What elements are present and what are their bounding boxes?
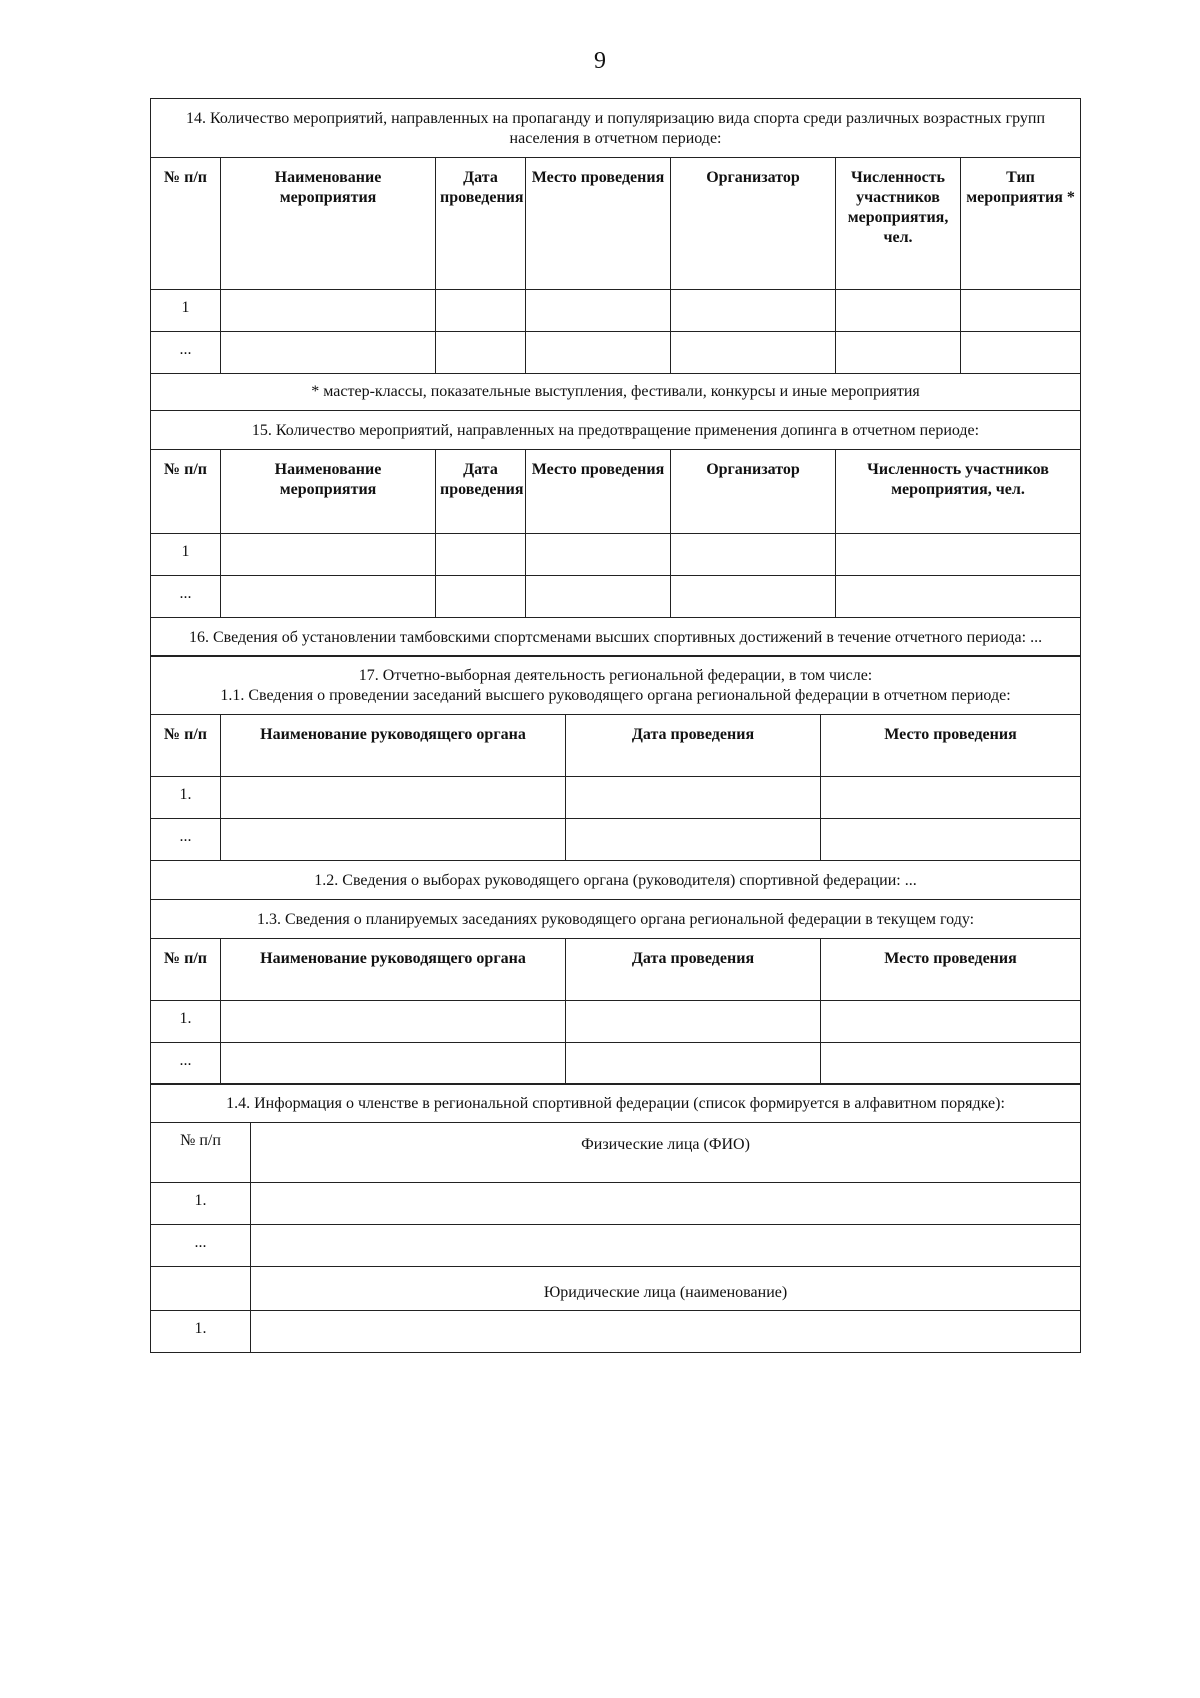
column-header: Наименование руководящего органа	[221, 715, 566, 777]
table-row	[151, 575, 1081, 617]
table-cell[interactable]	[221, 819, 566, 861]
table-cell[interactable]	[836, 533, 1081, 575]
table-cell[interactable]	[436, 332, 526, 374]
column-header: Наименование мероприятия	[221, 158, 436, 290]
table-cell[interactable]	[251, 1225, 1081, 1267]
row-number: 1.	[151, 1311, 251, 1353]
table-cell[interactable]	[526, 533, 671, 575]
table-cell[interactable]	[566, 1000, 821, 1042]
table-cell[interactable]	[566, 819, 821, 861]
page-number: 9	[594, 48, 606, 74]
table-cell[interactable]	[251, 1183, 1081, 1225]
row-number: ...	[151, 575, 221, 617]
table-cell[interactable]	[526, 290, 671, 332]
table-row	[151, 332, 1081, 374]
section-14-footnote: * мастер-классы, показательные выступления, фестивали, конкурсы и иные мероприятия	[151, 374, 1081, 411]
column-header: Численность участников мероприятия, чел.	[836, 158, 961, 290]
row-number: ...	[151, 819, 221, 861]
table-cell[interactable]	[436, 290, 526, 332]
row-number: 1.	[151, 1183, 251, 1225]
column-header: Место проведения	[821, 938, 1081, 1000]
column-header: № п/п	[151, 449, 221, 533]
table-cell[interactable]	[566, 1042, 821, 1084]
table-row	[151, 1000, 1081, 1042]
column-header: Место проведения	[526, 449, 671, 533]
column-header: № п/п	[151, 158, 221, 290]
column-header: Место проведения	[821, 715, 1081, 777]
table-row	[151, 1311, 1081, 1353]
column-header: Дата проведения	[436, 158, 526, 290]
row-number: ...	[151, 332, 221, 374]
row-number: 1	[151, 290, 221, 332]
column-header: № п/п	[151, 938, 221, 1000]
table-cell[interactable]	[436, 575, 526, 617]
table-cell[interactable]	[251, 1311, 1081, 1353]
table-row	[151, 819, 1081, 861]
table-section-17-1-4	[150, 1083, 1081, 1353]
subsection-1-4-caption: 1.4. Информация о членстве в региональной спортивной федерации (список формируется в алфавитном порядке):	[151, 1084, 1081, 1123]
table-cell[interactable]	[821, 1000, 1081, 1042]
section-16-text: 16. Сведения об установлении тамбовскими спортсменами высших спортивных достижений в течение отчетного периода: ...	[151, 617, 1081, 656]
table-row	[151, 533, 1081, 575]
row-number: ...	[151, 1042, 221, 1084]
table-section-17-1-3	[150, 899, 1081, 1085]
section-14-caption: 14. Количество мероприятий, направленных на пропаганду и популяризацию вида спорта среди различных возрастных групп населения в отчетном периоде:	[151, 99, 1081, 158]
table-cell[interactable]	[961, 332, 1081, 374]
form-sheet	[150, 98, 1080, 1353]
table-row	[151, 1042, 1081, 1084]
section-15-caption: 15. Количество мероприятий, направленных на предотвращение применения допинга в отчетном периоде:	[151, 410, 1081, 449]
table-cell[interactable]	[526, 575, 671, 617]
column-header: Наименование руководящего органа	[221, 938, 566, 1000]
row-number: 1.	[151, 1000, 221, 1042]
subsection-1-1-caption: 1.1. Сведения о проведении заседаний высшего руководящего органа региональной федерации в отчетном периоде:	[220, 687, 1011, 704]
table-cell[interactable]	[836, 290, 961, 332]
table-row	[151, 1183, 1081, 1225]
column-header: Тип мероприятия *	[961, 158, 1081, 290]
table-cell[interactable]	[221, 332, 436, 374]
column-header: Дата проведения	[436, 449, 526, 533]
column-header: № п/п	[151, 715, 221, 777]
table-cell[interactable]	[221, 777, 566, 819]
column-header: Организатор	[671, 158, 836, 290]
row-number: ...	[151, 1225, 251, 1267]
column-header: Организатор	[671, 449, 836, 533]
table-cell[interactable]	[821, 1042, 1081, 1084]
table-cell[interactable]	[961, 290, 1081, 332]
subsection-1-2-text: 1.2. Сведения о выборах руководящего органа (руководителя) спортивной федерации: ...	[151, 861, 1081, 900]
table-cell[interactable]	[436, 533, 526, 575]
table-cell[interactable]	[836, 332, 961, 374]
table-cell[interactable]	[671, 332, 836, 374]
table-cell[interactable]	[821, 777, 1081, 819]
legal-entities-header: Юридические лица (наименование)	[251, 1267, 1081, 1311]
table-row	[151, 290, 1081, 332]
table-cell[interactable]	[221, 533, 436, 575]
column-header: Дата проведения	[566, 715, 821, 777]
table-cell[interactable]	[671, 533, 836, 575]
table-cell	[151, 1267, 251, 1311]
column-header: Численность участников мероприятия, чел.	[836, 449, 1081, 533]
table-cell[interactable]	[221, 1042, 566, 1084]
section-17-title: 17. Отчетно-выборная деятельность региональной федерации, в том числе:	[358, 667, 873, 684]
table-cell[interactable]	[671, 575, 836, 617]
table-row	[151, 1225, 1081, 1267]
table-cell[interactable]	[221, 290, 436, 332]
column-header: Дата проведения	[566, 938, 821, 1000]
row-number: 1	[151, 533, 221, 575]
subsection-1-3-caption: 1.3. Сведения о планируемых заседаниях руководящего органа региональной федерации в текущем году:	[151, 899, 1081, 938]
table-cell[interactable]	[221, 575, 436, 617]
table-section-14	[150, 98, 1081, 411]
table-cell[interactable]	[566, 777, 821, 819]
table-section-17-1-1	[150, 655, 1081, 900]
table-cell[interactable]	[836, 575, 1081, 617]
table-cell[interactable]	[671, 290, 836, 332]
table-row	[151, 777, 1081, 819]
table-section-15	[150, 410, 1081, 657]
table-cell[interactable]	[221, 1000, 566, 1042]
table-cell[interactable]	[821, 819, 1081, 861]
table-cell[interactable]	[526, 332, 671, 374]
row-number: 1.	[151, 777, 221, 819]
column-header: Наименование мероприятия	[221, 449, 436, 533]
column-header: № п/п	[151, 1123, 251, 1183]
column-header: Место проведения	[526, 158, 671, 290]
column-header: Физические лица (ФИО)	[251, 1123, 1081, 1183]
